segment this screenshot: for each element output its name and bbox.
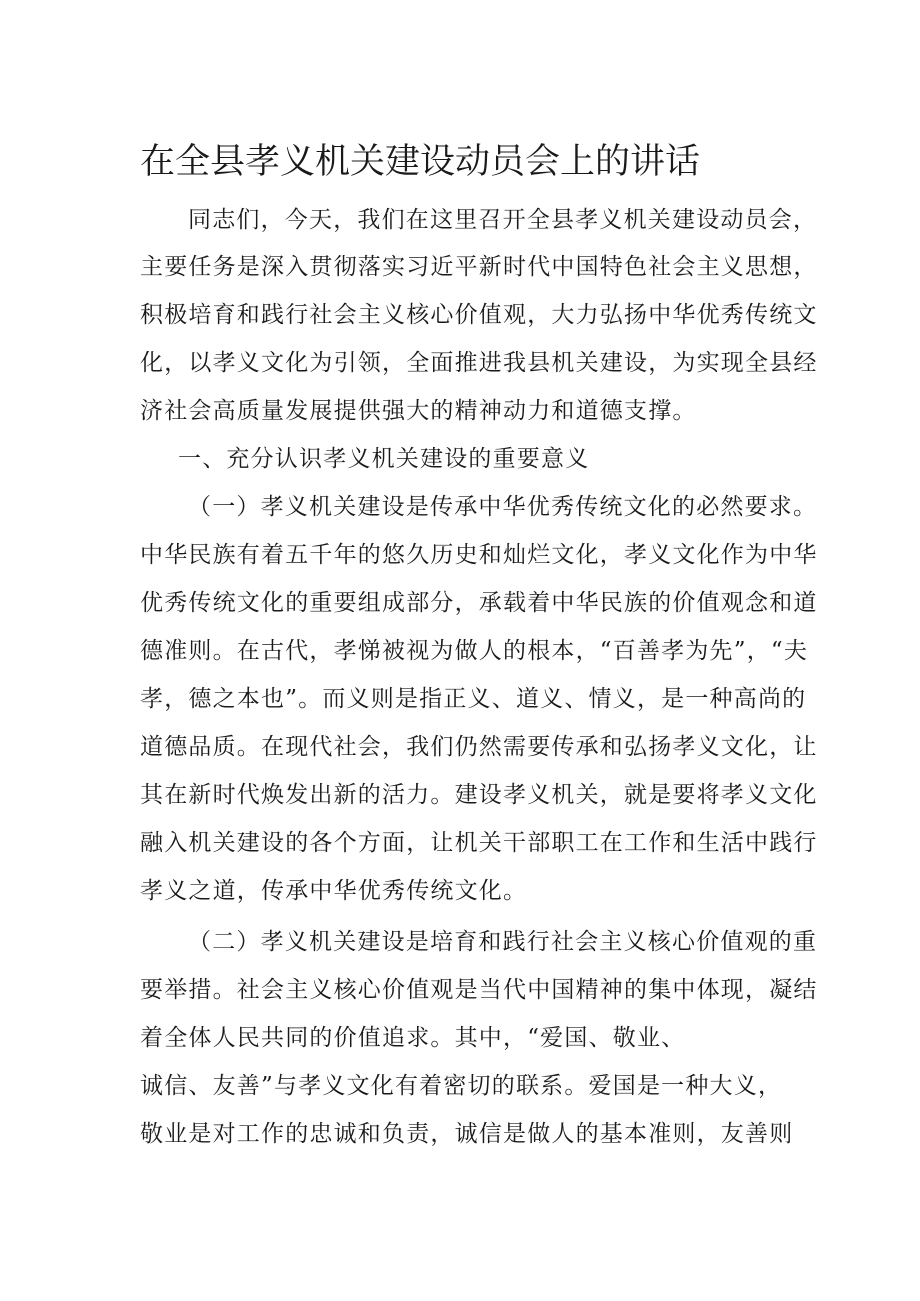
paragraph-line: 济社会高质量发展提供强大的精神动力和道德支撑。 <box>140 398 697 424</box>
subsection-heading: （二）孝义机关建设是培育和践行社会主义核心价值观的重 <box>188 929 818 955</box>
paragraph-line: 孝，德之本也”。而义则是指正义、道义、情义，是一种高尚的 <box>140 686 807 712</box>
page-title: 在全县孝义机关建设动员会上的讲话 <box>140 142 701 182</box>
paragraph-line: 中华民族有着五千年的悠久历史和灿烂文化，孝义文化作为中华 <box>140 542 818 568</box>
paragraph-line: 要举措。社会主义核心价值观是当代中国精神的集中体现，凝结 <box>140 977 818 1003</box>
paragraph-line: 同志们，今天，我们在这里召开全县孝义机关建设动员会， <box>188 207 818 233</box>
paragraph-line: 敬业是对工作的忠诚和负责，诚信是做人的基本准则，友善则 <box>140 1121 794 1147</box>
paragraph-line: 融入机关建设的各个方面，让机关干部职工在工作和生活中践行 <box>140 830 818 856</box>
subsection-heading: （一）孝义机关建设是传承中华优秀传统文化的必然要求。 <box>188 494 818 520</box>
paragraph-line: 化，以孝义文化为引领，全面推进我县机关建设，为实现全县经 <box>140 350 818 376</box>
paragraph-line: 道德品质。在现代社会，我们仍然需要传承和弘扬孝义文化，让 <box>140 734 818 760</box>
paragraph-line: 主要任务是深入贯彻落实习近平新时代中国特色社会主义思想， <box>140 254 818 280</box>
paragraph-line: 积极培育和践行社会主义核心价值观，大力弘扬中华优秀传统文 <box>140 302 818 328</box>
paragraph-line: 诚信、友善”与孝义文化有着密切的联系。爱国是一种大义， <box>140 1073 783 1099</box>
paragraph-line: 着全体人民共同的价值追求。其中，“爱国、敬业、 <box>140 1025 686 1051</box>
paragraph-line: 其在新时代焕发出新的活力。建设孝义机关，就是要将孝义文化 <box>140 782 818 808</box>
section-heading: 一、充分认识孝义机关建设的重要意义 <box>178 446 590 472</box>
paragraph-line: 优秀传统文化的重要组成部分，承载着中华民族的价值观念和道 <box>140 590 818 616</box>
paragraph-line: 孝义之道，传承中华优秀传统文化。 <box>140 878 528 904</box>
paragraph-line: 德准则。在古代，孝悌被视为做人的根本，“百善孝为先”，“夫 <box>140 638 809 664</box>
